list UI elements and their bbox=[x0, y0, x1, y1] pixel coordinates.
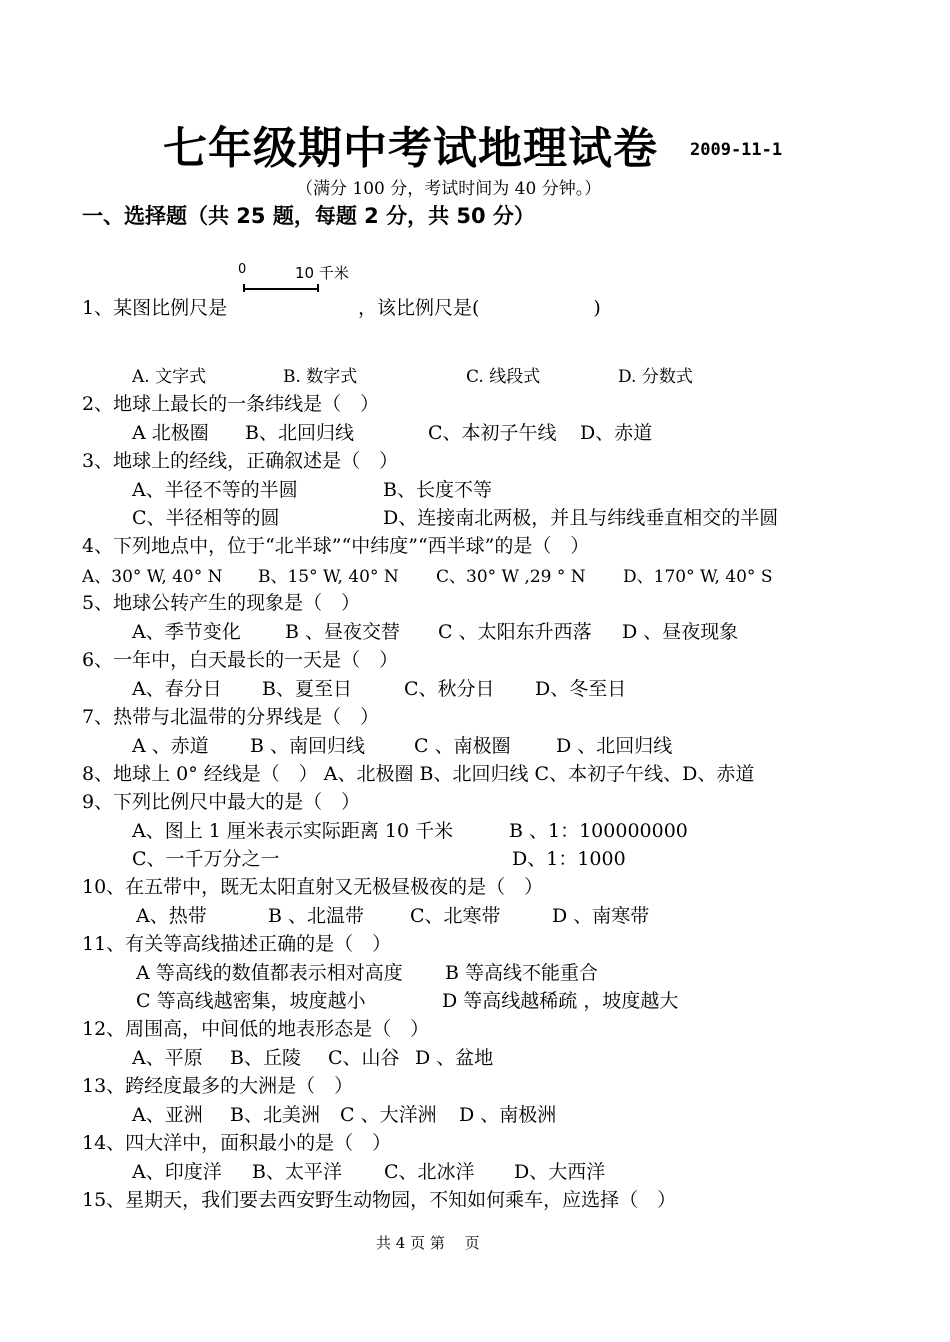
q14-option-b: B、太平洋 bbox=[252, 1161, 342, 1183]
q4-option-a: A、30° W, 40° N bbox=[82, 567, 223, 587]
exam-title: 七年级期中考试地理试卷 bbox=[163, 123, 658, 174]
q2-option-d: D、赤道 bbox=[580, 422, 653, 444]
q10-option-c: C、北寒带 bbox=[410, 905, 501, 927]
q7-option-a: A 、赤道 bbox=[132, 735, 209, 757]
q3-option-b: B、长度不等 bbox=[383, 479, 492, 501]
q1-option-b: B. 数字式 bbox=[283, 367, 358, 387]
q13-option-d: D 、南极洲 bbox=[459, 1104, 557, 1126]
question-15: 15、星期天，我们要去西安野生动物园，不知如何乘车，应选择（ ） bbox=[82, 1189, 677, 1211]
question-12: 12、周围高，中间低的地表形态是（ ） bbox=[82, 1018, 430, 1040]
q11-option-b: B 等高线不能重合 bbox=[445, 962, 599, 984]
q12-option-a: A、平原 bbox=[132, 1047, 203, 1069]
q12-option-b: B、丘陵 bbox=[230, 1047, 301, 1069]
question-6: 6、一年中，白天最长的一天是（ ） bbox=[82, 649, 399, 671]
q2-option-a: A 北极圈 bbox=[132, 422, 209, 444]
q9-option-c: C、一千万分之一 bbox=[132, 848, 280, 870]
q9-option-b: B 、1：100000000 bbox=[509, 820, 688, 842]
question-13: 13、跨经度最多的大洲是（ ） bbox=[82, 1075, 354, 1097]
q12-option-d: D 、盆地 bbox=[415, 1047, 494, 1069]
q1-option-a: A. 文字式 bbox=[132, 367, 207, 387]
q3-option-c: C、半径相等的圆 bbox=[132, 507, 280, 529]
q6-option-a: A、春分日 bbox=[132, 678, 222, 700]
q11-option-d: D 等高线越稀疏 ，坡度越大 bbox=[442, 990, 679, 1012]
scale-tick-right bbox=[317, 284, 319, 292]
q2-option-b: B、北回归线 bbox=[245, 422, 354, 444]
question-4: 4、下列地点中，位于“北半球”“中纬度”“西半球”的是（ ） bbox=[82, 535, 590, 557]
q6-option-d: D、冬至日 bbox=[535, 678, 627, 700]
q7-option-c: C 、南极圈 bbox=[414, 735, 511, 757]
q5-option-d: D 、昼夜现象 bbox=[622, 621, 739, 643]
q5-option-b: B 、昼夜交替 bbox=[285, 621, 401, 643]
question-11: 11、有关等高线描述正确的是（ ） bbox=[82, 933, 392, 955]
q5-option-c: C 、太阳东升西落 bbox=[438, 621, 592, 643]
question-14: 14、四大洋中，面积最小的是（ ） bbox=[82, 1132, 392, 1154]
q1-option-d: D. 分数式 bbox=[618, 367, 693, 387]
q4-option-d: D、170° W, 40° S bbox=[623, 567, 773, 587]
q10-option-b: B 、北温带 bbox=[268, 905, 365, 927]
q10-option-d: D 、南寒带 bbox=[552, 905, 650, 927]
q11-option-c: C 等高线越密集，坡度越小 bbox=[136, 990, 366, 1012]
question-1-prefix: 1、某图比例尺是 bbox=[82, 297, 228, 319]
q1-option-c: C. 线段式 bbox=[466, 367, 541, 387]
q9-option-d: D、1：1000 bbox=[512, 848, 626, 870]
q13-option-c: C 、大洋洲 bbox=[340, 1104, 437, 1126]
q4-option-b: B、15° W, 40° N bbox=[258, 567, 399, 587]
question-8: 8、地球上 0° 经线是（ ） A、北极圈 B、北回归线 C、本初子午线、D、赤道 bbox=[82, 763, 755, 785]
scale-bar bbox=[243, 288, 319, 290]
q9-option-a: A、图上 1 厘米表示实际距离 10 千米 bbox=[132, 820, 454, 842]
scale-zero-label: 0 bbox=[238, 262, 247, 277]
question-7: 7、热带与北温带的分界线是（ ） bbox=[82, 706, 380, 728]
q5-option-a: A、季节变化 bbox=[132, 621, 241, 643]
q3-option-d: D、连接南北两极，并且与纬线垂直相交的半圆 bbox=[383, 507, 779, 529]
q11-option-a: A 等高线的数值都表示相对高度 bbox=[136, 962, 403, 984]
q3-option-a: A、半径不等的半圆 bbox=[132, 479, 298, 501]
q4-option-c: C、30° W ,29 ° N bbox=[436, 567, 586, 587]
q12-option-c: C、山谷 bbox=[328, 1047, 400, 1069]
q13-option-a: A、亚洲 bbox=[132, 1104, 203, 1126]
scale-tick-left bbox=[243, 284, 245, 292]
q10-option-a: A、热带 bbox=[136, 905, 207, 927]
scale-ten-label: 10 千米 bbox=[295, 264, 349, 282]
exam-subtitle: （满分 100 分，考试时间为 40 分钟。） bbox=[296, 179, 602, 199]
q6-option-c: C、秋分日 bbox=[404, 678, 495, 700]
page-footer: 共 4 页 第 页 bbox=[376, 1234, 480, 1252]
q6-option-b: B、夏至日 bbox=[262, 678, 352, 700]
q2-option-c: C、本初子午线 bbox=[428, 422, 557, 444]
q13-option-b: B、北美洲 bbox=[230, 1104, 320, 1126]
q14-option-a: A、印度洋 bbox=[132, 1161, 222, 1183]
question-10: 10、在五带中，既无太阳直射又无极昼极夜的是（ ） bbox=[82, 876, 544, 898]
q14-option-d: D、大西洋 bbox=[514, 1161, 606, 1183]
question-9: 9、下列比例尺中最大的是（ ） bbox=[82, 791, 361, 813]
question-2: 2、地球上最长的一条纬线是（ ） bbox=[82, 393, 380, 415]
question-5: 5、地球公转产生的现象是（ ） bbox=[82, 592, 361, 614]
q14-option-c: C、北冰洋 bbox=[384, 1161, 475, 1183]
section-heading: 一、选择题（共 25 题，每题 2 分，共 50 分） bbox=[82, 204, 535, 228]
q7-option-d: D 、北回归线 bbox=[556, 735, 673, 757]
q7-option-b: B 、南回归线 bbox=[250, 735, 366, 757]
question-1-suffix: ，该比例尺是( ) bbox=[358, 297, 601, 319]
exam-date: 2009-11-1 bbox=[690, 140, 783, 160]
question-3: 3、地球上的经线，正确叙述是（ ） bbox=[82, 450, 399, 472]
